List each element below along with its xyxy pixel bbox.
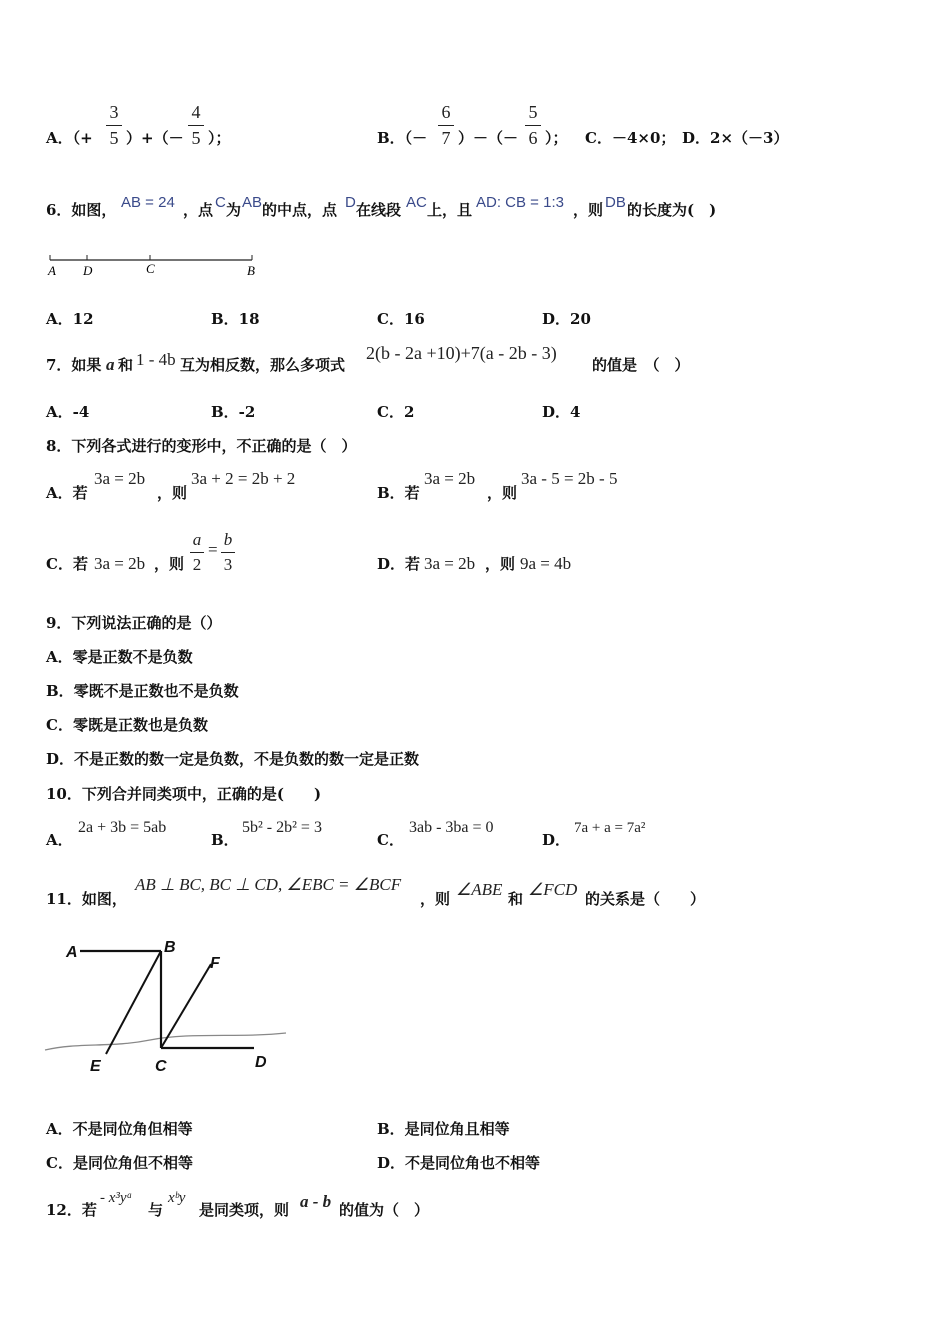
q6-text-1: 6．如图， (46, 201, 117, 219)
point-e-label: E (90, 1058, 101, 1075)
q7-option-c: C．2 (377, 403, 415, 421)
q11-option-b: B．是同位角且相等 (377, 1120, 510, 1138)
q8-c-fraction-1: a 2 (190, 530, 204, 575)
q7-math-1: a (106, 355, 115, 374)
q8-d-label: D．若 (377, 555, 421, 573)
point-f-label: F (210, 955, 220, 972)
q5-a-fraction-1: 3 5 (106, 102, 122, 149)
q10-c-math: 3ab - 3ba = 0 (409, 819, 494, 836)
q6-math-4: D (345, 194, 356, 211)
point-d-label: D (83, 263, 93, 278)
q5-a-label: A．（+ (46, 129, 93, 147)
q10-b-math: 5b² - 2b² = 3 (242, 819, 322, 836)
q10-d-math: 7a + a = 7a² (574, 820, 646, 836)
q8-c-label: C．若 (46, 555, 88, 573)
q11-math-1: AB ⊥ BC, BC ⊥ CD, ∠EBC = ∠BCF (135, 875, 402, 894)
q8-a-then: ，则 (157, 484, 188, 502)
q8-c-fraction-2: b 3 (221, 530, 235, 575)
segment-be (106, 951, 161, 1054)
q10-b-label: B． (211, 831, 239, 849)
q11-math-3: ∠FCD (528, 880, 578, 899)
q6-math-6: AD: CB = 1:3 (476, 194, 564, 211)
q8-a-math-1: 3a = 2b (94, 469, 146, 488)
q5-b-fraction-1: 6 7 (438, 102, 454, 149)
q8-d-math-2: 9a = 4b (520, 554, 572, 573)
q9-option-d: D．不是正数的数一定是负数，不是负数的数一定是正数 (46, 750, 420, 768)
q6-option-b: B．18 (211, 310, 260, 328)
q8-b-math-2: 3a - 5 = 2b - 5 (521, 469, 618, 488)
q6-text-7: ，则 (573, 201, 604, 219)
q12-text-3: 是同类项，则 (199, 1201, 290, 1219)
q6-line-segment-figure (40, 248, 270, 284)
q5-option-c: C．－4×0； (585, 129, 676, 147)
point-a-label: A (66, 944, 78, 961)
q12-text-4: 的值为（ ） (339, 1201, 430, 1219)
q6-math-2: C (215, 194, 226, 211)
q11-text-1: 11．如图， (46, 890, 127, 908)
q12-math-1: - x³yᵃ (100, 1190, 133, 1206)
q6-text-8: 的长度为( ) (627, 201, 717, 219)
q8-d-then: ，则 (485, 555, 516, 573)
q5-a-end: ）； (208, 129, 231, 147)
q12-math-3: a - b (300, 1192, 332, 1211)
q8-b-math-1: 3a = 2b (424, 469, 476, 488)
q5-b-mid: ）－（－ (458, 129, 519, 147)
q9-option-c: C．零既是正数也是负数 (46, 716, 208, 734)
q7-text-1: 7．如果 (46, 356, 102, 374)
q5-a-fraction-2: 4 5 (188, 102, 204, 149)
q11-math-2: ∠ABE (456, 880, 503, 899)
q10-a-label: A． (46, 831, 73, 849)
q10-c-label: C． (377, 831, 404, 849)
q6-option-a: A．12 (46, 310, 94, 328)
q8-a-label: A．若 (46, 484, 88, 502)
q6-text-6: 上，且 (427, 201, 473, 219)
q7-math-2: 1 - 4b (136, 350, 176, 369)
q8-c-then: ，则 (154, 555, 185, 573)
point-c-label: C (146, 261, 155, 276)
q8-c-math-1: 3a = 2b (94, 554, 146, 573)
q7-option-b: B．-2 (211, 403, 256, 421)
q10-d-label: D． (542, 831, 571, 849)
q8-b-label: B．若 (377, 484, 420, 502)
q11-text-2: ，则 (420, 890, 451, 908)
point-a-label: A (48, 263, 56, 278)
point-d-label: D (255, 1054, 267, 1071)
q11-text-3: 和 (508, 890, 524, 908)
q11-geometry-figure (40, 930, 300, 1080)
q7-option-a: A．-4 (46, 403, 90, 421)
q9-stem: 9．下列说法正确的是（） (46, 614, 222, 632)
point-c-label: C (155, 1058, 167, 1075)
q7-text-3: 互为相反数，那么多项式 (180, 356, 346, 374)
q6-option-d: D．20 (542, 310, 591, 328)
q9-option-a: A．零是正数不是负数 (46, 648, 193, 666)
q6-math-3: AB (242, 194, 263, 211)
q12-text-1: 12．若 (46, 1201, 97, 1219)
q12-text-2: 与 (148, 1201, 164, 1219)
q10-a-math: 2a + 3b = 5ab (78, 819, 167, 836)
q8-a-math-2: 3a + 2 = 2b + 2 (191, 469, 296, 488)
q6-option-c: C．16 (377, 310, 425, 328)
q6-text-5: 在线段 (356, 201, 402, 219)
point-b-label: B (247, 263, 255, 278)
q9-option-b: B．零既不是正数也不是负数 (46, 682, 239, 700)
q11-text-4: 的关系是（ ） (585, 890, 706, 908)
q7-text-4: 的值是 （ ） (592, 356, 690, 374)
q5-a-mid: ）+（－ (126, 129, 184, 147)
q5-option-d: D．2×（－3） (682, 129, 789, 147)
q6-math-5: AC (406, 194, 427, 211)
q8-b-then: ，则 (487, 484, 518, 502)
q6-text-3: 为 (226, 201, 242, 219)
q11-option-c: C．是同位角但不相等 (46, 1154, 193, 1172)
q8-d-math-1: 3a = 2b (424, 554, 476, 573)
q8-stem: 8．下列各式进行的变形中，不正确的是（ ） (46, 437, 357, 455)
q6-text-4: 的中点，点 (262, 201, 338, 219)
q12-math-2: xᵇy (168, 1190, 186, 1206)
point-b-label: B (164, 939, 176, 956)
q7-math-3: 2(b - 2a +10)+7(a - 2b - 3) (366, 343, 557, 363)
q7-text-2: 和 (118, 356, 134, 374)
q10-stem: 10．下列合并同类项中，正确的是( ) (46, 785, 322, 803)
q6-text-2: ，点 (183, 201, 214, 219)
q11-option-d: D．不是同位角也不相等 (377, 1154, 541, 1172)
q7-option-d: D．4 (542, 403, 581, 421)
q5-b-label: B．（－ (377, 129, 428, 147)
q6-math-7: DB (605, 194, 626, 211)
q8-c-equals: = (208, 540, 218, 559)
q6-math-1: AB = 24 (121, 194, 175, 211)
q5-b-end: ）； (545, 129, 568, 147)
q11-option-a: A．不是同位角但相等 (46, 1120, 193, 1138)
q5-b-fraction-2: 5 6 (525, 102, 541, 149)
